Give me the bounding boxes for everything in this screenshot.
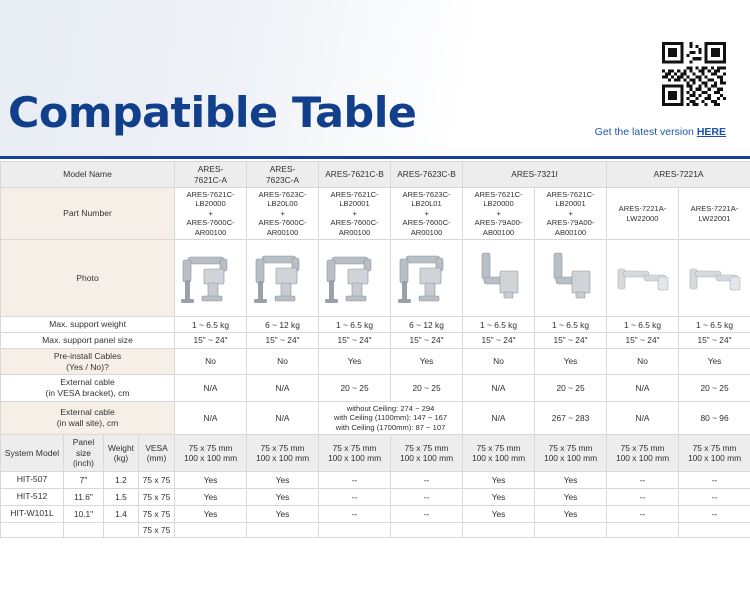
cell-maxweight-5: 1 ~ 6.5 kg <box>535 317 607 333</box>
support-cell-5: Yes <box>535 488 607 505</box>
vesa-line2: 100 x 100 mm <box>327 453 382 464</box>
cell-vesa-7 <box>679 435 750 472</box>
cell-extvesa-7: 20 ~ 25 <box>679 375 750 401</box>
part-line: ARES-7600C- <box>402 218 451 228</box>
cell-preinstall-6: No <box>607 348 679 374</box>
page-header <box>0 0 750 158</box>
vesa-line1: 75 x 75 mm <box>548 442 593 453</box>
cell-maxpanel-3: 15" ~ 24" <box>391 333 463 349</box>
support-cell-6: -- <box>607 471 679 488</box>
part-line: AR00100 <box>410 227 443 237</box>
cell-preinstall-0: No <box>175 348 247 374</box>
photo-cell-4 <box>463 240 535 317</box>
cell-preinstall-5: Yes <box>535 348 607 374</box>
label-line1: External cable <box>60 407 115 418</box>
monitor-arm-photo <box>250 247 316 309</box>
monitor-arm-photo <box>394 247 460 309</box>
cell-extvesa-5: 20 ~ 25 <box>535 375 607 401</box>
part-line: ARES-7621C- <box>186 190 235 199</box>
system-panel-size: 11.6" <box>64 488 104 505</box>
model-line1: ARES- <box>197 164 224 174</box>
cell-extwall-5: 267 ~ 283 <box>535 401 607 434</box>
row-label-max-weight: Max. support weight <box>1 317 175 333</box>
support-cell-4 <box>463 522 535 538</box>
part-line: AR00100 <box>266 227 299 237</box>
system-panel-size <box>64 522 104 538</box>
cell-extvesa-4: N/A <box>463 375 535 401</box>
cell-extvesa-0: N/A <box>175 375 247 401</box>
system-vesa: 75 x 75 <box>139 488 175 505</box>
support-cell-1: Yes <box>247 488 319 505</box>
cell-part-2 <box>319 188 391 240</box>
cell-maxweight-7: 1 ~ 6.5 kg <box>679 317 750 333</box>
vesa-line1: 75 x 75 mm <box>260 442 305 453</box>
part-line: ARES-7600C- <box>186 218 235 228</box>
part-line: AR00100 <box>194 227 227 237</box>
header-divider <box>0 156 750 159</box>
row-label-ext-wall <box>1 401 175 434</box>
support-cell-7: -- <box>679 505 750 522</box>
label-line2: (Yes / No)? <box>66 361 109 372</box>
part-line: ARES-7600C- <box>258 218 307 228</box>
extwall-line1: without Ceiling: 274 ~ 294 <box>346 403 435 413</box>
vesa-line1: 75 x 75 mm <box>188 442 233 453</box>
cell-maxpanel-4: 15" ~ 24" <box>463 333 535 349</box>
cell-vesa-4 <box>463 435 535 472</box>
wall-arm-photo <box>682 247 748 309</box>
hdr-line2: (mm) <box>146 453 167 464</box>
cell-maxpanel-6: 15" ~ 24" <box>607 333 679 349</box>
system-vesa: 75 x 75 <box>139 505 175 522</box>
row-label-photo: Photo <box>1 240 175 317</box>
vesa-line1: 75 x 75 mm <box>404 442 449 453</box>
cell-extwall-1: N/A <box>247 401 319 434</box>
cell-vesa-6 <box>607 435 679 472</box>
photo-cell-3 <box>391 240 463 317</box>
vesa-line2: 100 x 100 mm <box>399 453 454 464</box>
part-line: + <box>424 208 429 218</box>
cell-part-1 <box>247 188 319 240</box>
cell-maxweight-6: 1 ~ 6.5 kg <box>607 317 679 333</box>
part-line: LW22001 <box>698 213 731 223</box>
system-model-name <box>1 522 64 538</box>
system-panel-size: 10.1" <box>64 505 104 522</box>
cell-maxpanel-0: 15" ~ 24" <box>175 333 247 349</box>
support-cell-3: -- <box>391 471 463 488</box>
support-cell-7: -- <box>679 488 750 505</box>
cell-preinstall-7: Yes <box>679 348 750 374</box>
part-line: ARES-7221A- <box>618 204 667 214</box>
part-line: ARES-7621C- <box>330 190 379 199</box>
cell-vesa-1 <box>247 435 319 472</box>
part-line: ARES-7621C- <box>546 190 595 199</box>
cell-maxpanel-1: 15" ~ 24" <box>247 333 319 349</box>
support-cell-0 <box>175 522 247 538</box>
ceiling-arm-photo <box>466 247 532 309</box>
system-model-name: HIT-W101L <box>1 505 64 522</box>
cell-preinstall-2: Yes <box>319 348 391 374</box>
support-cell-6: -- <box>607 488 679 505</box>
row-label-preinstall <box>1 348 175 374</box>
vesa-line1: 75 x 75 mm <box>692 442 737 453</box>
cell-maxweight-2: 1 ~ 6.5 kg <box>319 317 391 333</box>
support-cell-2: -- <box>319 471 391 488</box>
cell-maxpanel-7: 15" ~ 24" <box>679 333 750 349</box>
cell-part-6 <box>607 188 679 240</box>
cell-extvesa-1: N/A <box>247 375 319 401</box>
qr-code-icon[interactable] <box>662 42 726 106</box>
system-weight: 1.2 <box>104 471 139 488</box>
part-line: LW22000 <box>626 213 659 223</box>
cell-part-4 <box>463 188 535 240</box>
cell-preinstall-3: Yes <box>391 348 463 374</box>
label-line1: External cable <box>60 377 115 388</box>
support-cell-5 <box>535 522 607 538</box>
latest-version-text: Get the latest version <box>594 126 697 138</box>
support-cell-1: Yes <box>247 505 319 522</box>
cell-extwall-merged-b <box>319 401 463 434</box>
system-weight: 1.5 <box>104 488 139 505</box>
support-cell-4: Yes <box>463 488 535 505</box>
cell-part-3 <box>391 188 463 240</box>
cell-maxweight-3: 6 ~ 12 kg <box>391 317 463 333</box>
monitor-arm-photo <box>178 247 244 309</box>
vesa-line2: 100 x 100 mm <box>687 453 742 464</box>
cell-model-0 <box>175 162 247 188</box>
page-title: Compatible Table <box>8 88 417 137</box>
cell-vesa-2 <box>319 435 391 472</box>
system-vesa: 75 x 75 <box>139 471 175 488</box>
part-line: ARES-7221A- <box>690 204 739 214</box>
support-cell-3 <box>391 522 463 538</box>
col-header-vesa <box>139 435 175 472</box>
hdr-line2: (kg) <box>113 453 129 464</box>
cell-part-0 <box>175 188 247 240</box>
part-line: AR00100 <box>338 227 371 237</box>
monitor-arm-photo <box>322 247 388 309</box>
system-vesa: 75 x 75 <box>139 522 175 538</box>
system-weight <box>104 522 139 538</box>
cell-extwall-6: N/A <box>607 401 679 434</box>
support-cell-7 <box>679 522 750 538</box>
cell-vesa-0 <box>175 435 247 472</box>
support-cell-7: -- <box>679 471 750 488</box>
row-preinstall <box>1 348 750 374</box>
cell-model-1 <box>247 162 319 188</box>
row-photo <box>1 240 750 317</box>
part-line: LB20001 <box>339 199 370 209</box>
extwall-line2: with Ceiling (1100mm): 147 ~ 167 <box>333 413 448 423</box>
support-cell-4: Yes <box>463 471 535 488</box>
cell-extvesa-2: 20 ~ 25 <box>319 375 391 401</box>
cell-maxweight-4: 1 ~ 6.5 kg <box>463 317 535 333</box>
support-cell-6 <box>607 522 679 538</box>
table-row <box>1 488 750 505</box>
row-label-ext-vesa <box>1 375 175 401</box>
photo-cell-6 <box>607 240 679 317</box>
support-cell-1 <box>247 522 319 538</box>
vesa-line1: 75 x 75 mm <box>476 442 521 453</box>
system-model-name: HIT-507 <box>1 471 64 488</box>
model-line2: 7623C-A <box>266 174 300 185</box>
row-part-number <box>1 188 750 240</box>
cell-preinstall-1: No <box>247 348 319 374</box>
support-cell-2: -- <box>319 505 391 522</box>
row-system-model-header <box>1 435 750 472</box>
cell-maxweight-0: 1 ~ 6.5 kg <box>175 317 247 333</box>
label-line1: Pre-install Cables <box>53 350 122 361</box>
support-cell-0: Yes <box>175 471 247 488</box>
row-label-system-model: System Model <box>1 435 64 472</box>
part-line: ARES-79A00- <box>474 218 523 228</box>
wall-arm-photo <box>610 247 676 309</box>
vesa-line1: 75 x 75 mm <box>620 442 665 453</box>
part-line: + <box>352 208 357 218</box>
part-line: LB20L00 <box>267 199 298 209</box>
support-cell-0: Yes <box>175 488 247 505</box>
hdr-line1: VESA <box>145 442 168 453</box>
system-weight: 1.4 <box>104 505 139 522</box>
vesa-line2: 100 x 100 mm <box>183 453 238 464</box>
support-cell-3: -- <box>391 505 463 522</box>
row-ext-vesa <box>1 375 750 401</box>
row-label-part-number: Part Number <box>1 188 175 240</box>
photo-cell-2 <box>319 240 391 317</box>
table-row <box>1 471 750 488</box>
cell-extvesa-6: N/A <box>607 375 679 401</box>
part-line: LB20000 <box>195 199 226 209</box>
cell-extwall-7: 80 ~ 96 <box>679 401 750 434</box>
cell-preinstall-4: No <box>463 348 535 374</box>
hdr-line1: Weight <box>108 442 134 453</box>
cell-maxweight-1: 6 ~ 12 kg <box>247 317 319 333</box>
row-label-model-name: Model Name <box>1 162 175 188</box>
cell-vesa-3 <box>391 435 463 472</box>
support-cell-3: -- <box>391 488 463 505</box>
table-row <box>1 505 750 522</box>
ceiling-arm-photo <box>538 247 604 309</box>
part-line: ARES-7621C- <box>474 190 523 199</box>
row-model-name <box>1 162 750 188</box>
part-line: ARES-7623C- <box>258 190 307 199</box>
support-cell-2 <box>319 522 391 538</box>
hdr-line1: Panel size <box>72 437 95 458</box>
system-panel-size: 7" <box>64 471 104 488</box>
cell-model-3: ARES-7623C-B <box>391 162 463 188</box>
cell-part-7 <box>679 188 750 240</box>
cell-model-2: ARES-7621C-B <box>319 162 391 188</box>
photo-cell-5 <box>535 240 607 317</box>
system-model-name: HIT-512 <box>1 488 64 505</box>
part-line: LB20001 <box>555 199 586 209</box>
latest-version-link[interactable]: HERE <box>696 126 726 138</box>
part-line: AB00100 <box>482 227 515 237</box>
cell-model-7221A: ARES-7221A <box>607 162 750 188</box>
row-max-weight <box>1 317 750 333</box>
photo-cell-1 <box>247 240 319 317</box>
vesa-line2: 100 x 100 mm <box>543 453 598 464</box>
table-row <box>1 522 750 538</box>
hdr-line2: (inch) <box>73 458 94 469</box>
support-cell-1: Yes <box>247 471 319 488</box>
model-line2: 7621C-A <box>194 174 228 185</box>
extwall-line3: with Ceiling (1700mm): 87 ~ 107 <box>335 422 446 432</box>
photo-cell-0 <box>175 240 247 317</box>
latest-version-note <box>595 126 726 138</box>
support-cell-5: Yes <box>535 505 607 522</box>
part-line: + <box>280 208 285 218</box>
part-line: + <box>568 208 573 218</box>
cell-maxpanel-5: 15" ~ 24" <box>535 333 607 349</box>
vesa-line1: 75 x 75 mm <box>332 442 377 453</box>
col-header-weight <box>104 435 139 472</box>
part-line: ARES-7600C- <box>330 218 379 228</box>
cell-extvesa-3: 20 ~ 25 <box>391 375 463 401</box>
part-line: ARES-7623C- <box>402 190 451 199</box>
part-line: LB20L01 <box>411 199 442 209</box>
support-cell-6: -- <box>607 505 679 522</box>
row-label-max-panel: Max. support panel size <box>1 333 175 349</box>
support-cell-5: Yes <box>535 471 607 488</box>
part-line: + <box>208 208 213 218</box>
part-line: ARES-79A00- <box>546 218 595 228</box>
cell-maxpanel-2: 15" ~ 24" <box>319 333 391 349</box>
part-line: LB20000 <box>483 199 514 209</box>
label-line2: (in VESA bracket), cm <box>45 388 130 399</box>
vesa-line2: 100 x 100 mm <box>255 453 310 464</box>
col-header-panel-size <box>64 435 104 472</box>
cell-vesa-5 <box>535 435 607 472</box>
row-ext-wall <box>1 401 750 434</box>
cell-extwall-0: N/A <box>175 401 247 434</box>
vesa-line2: 100 x 100 mm <box>471 453 526 464</box>
part-line: + <box>496 208 501 218</box>
photo-cell-7 <box>679 240 750 317</box>
cell-part-5 <box>535 188 607 240</box>
cell-model-7321I: ARES-7321I <box>463 162 607 188</box>
vesa-line2: 100 x 100 mm <box>615 453 670 464</box>
model-line1: ARES- <box>269 164 296 174</box>
support-cell-4: Yes <box>463 505 535 522</box>
row-max-panel <box>1 333 750 349</box>
cell-extwall-4: N/A <box>463 401 535 434</box>
part-line: AB00100 <box>554 227 587 237</box>
support-cell-0: Yes <box>175 505 247 522</box>
compatibility-table <box>0 161 750 538</box>
support-cell-2: -- <box>319 488 391 505</box>
label-line2: (in wall site), cm <box>56 418 119 429</box>
